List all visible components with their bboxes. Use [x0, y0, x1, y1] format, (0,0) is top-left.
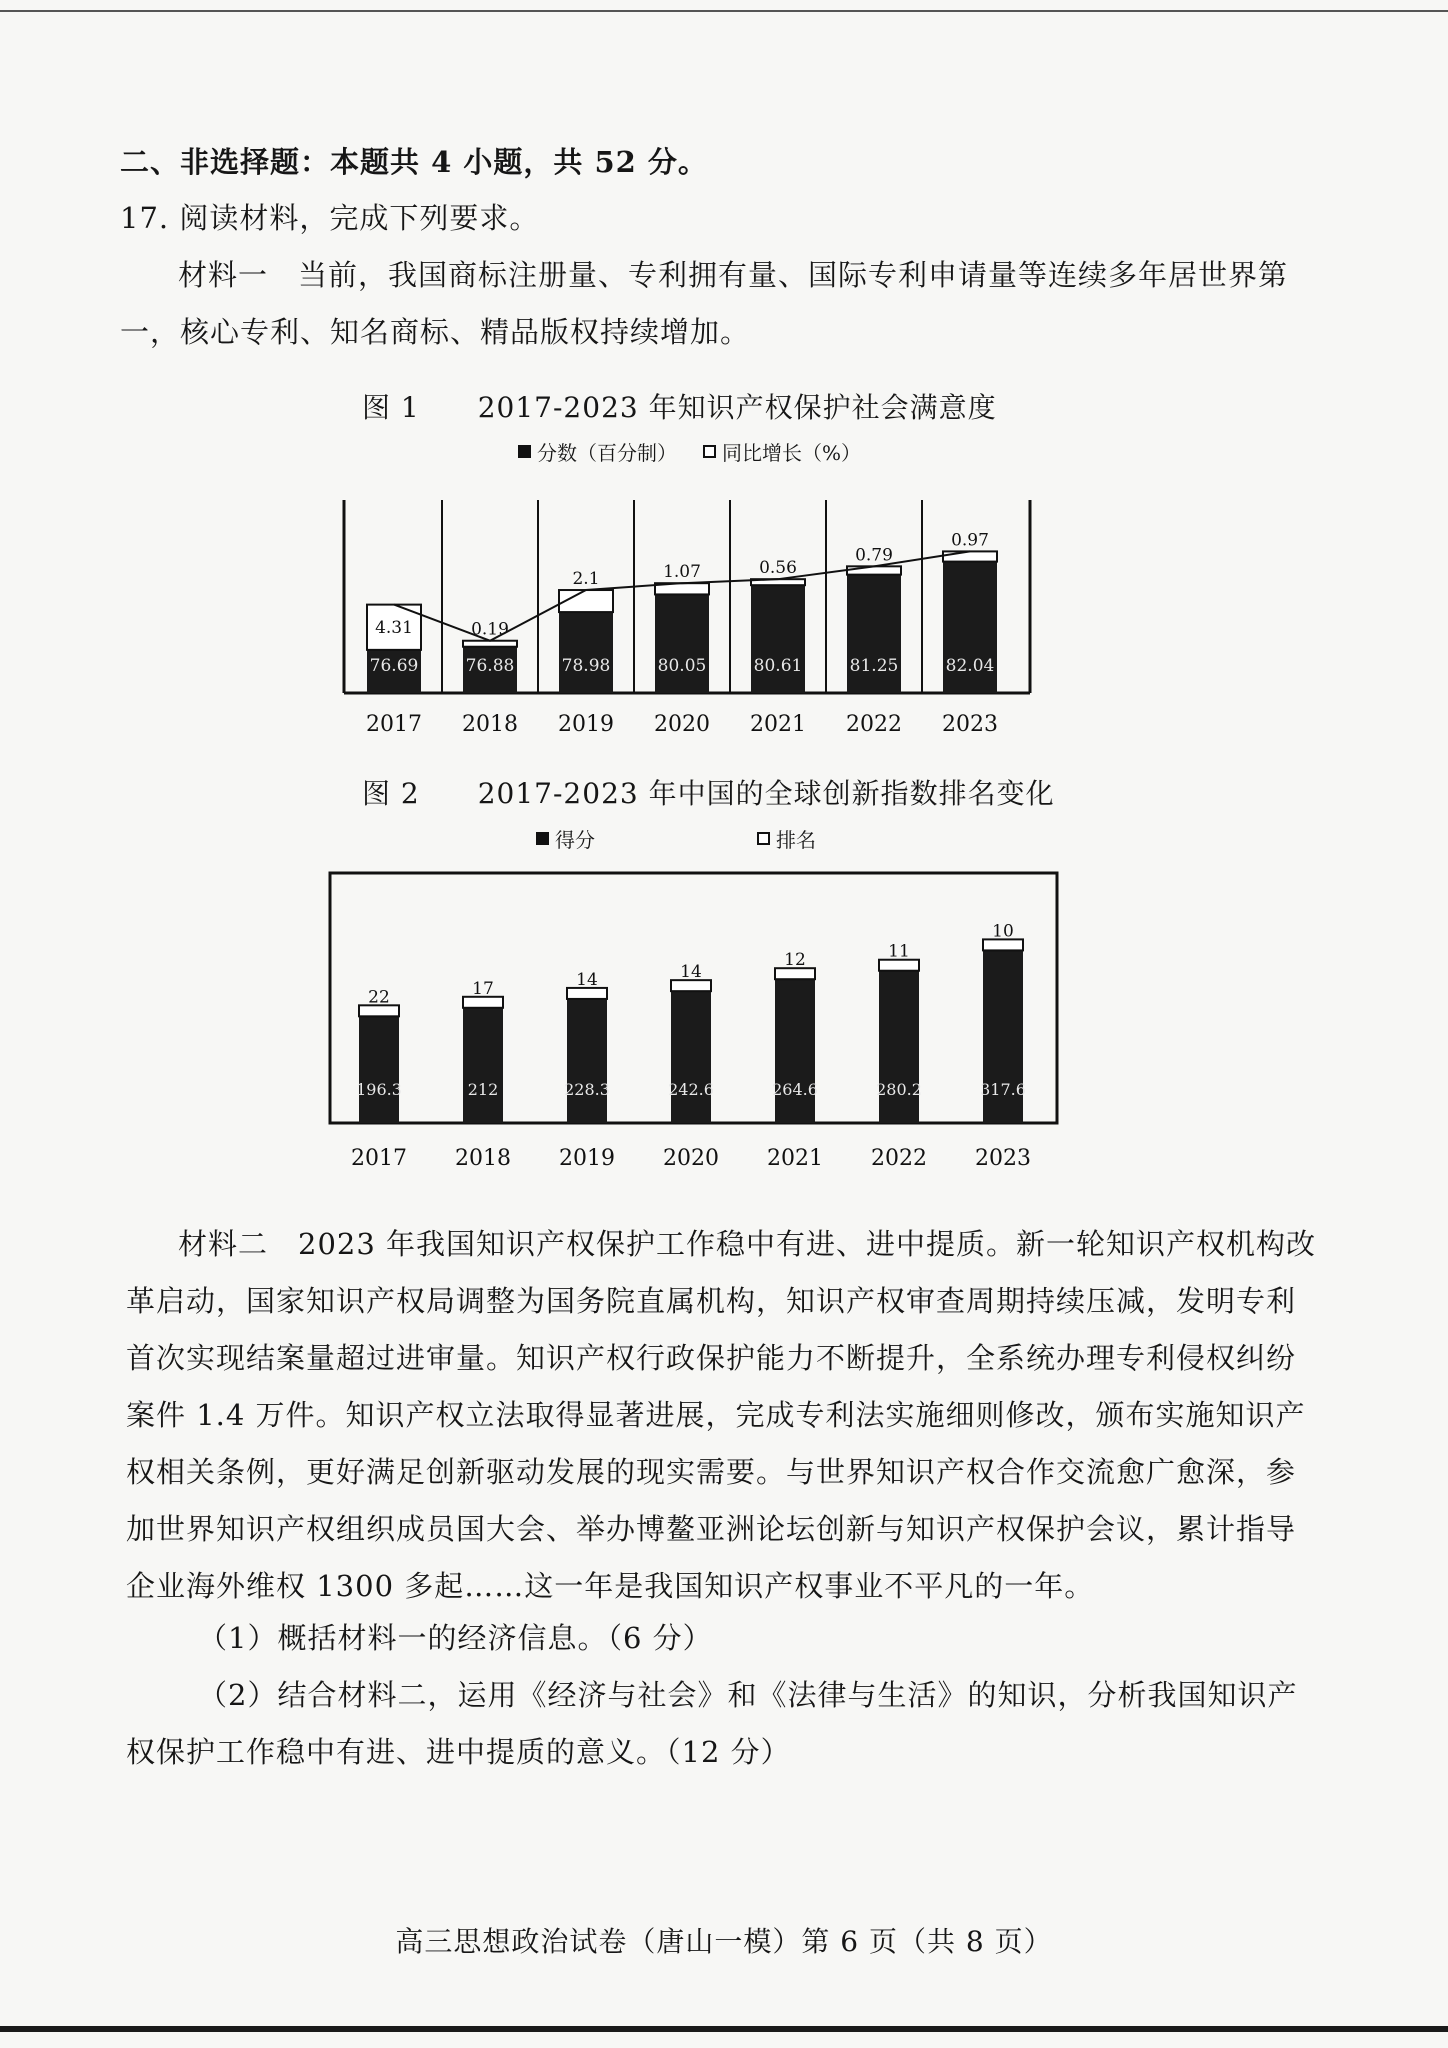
index-score-label: 317.6: [980, 1080, 1026, 1099]
growth-label: 0.56: [759, 558, 797, 579]
material2-line: 首次实现结案量超过进审量。知识产权行政保护能力不断提升，全系统办理专利侵权纠纷: [126, 1341, 1297, 1375]
x-tick-label: 2021: [767, 1146, 823, 1171]
page-footer: 高三思想政治试卷（唐山一模）第 6 页（共 8 页）: [395, 1925, 1053, 1958]
index-score-label: 264.6: [772, 1080, 818, 1099]
x-tick-label: 2018: [455, 1146, 511, 1171]
growth-label: 4.31: [375, 618, 413, 639]
x-tick-label: 2023: [942, 712, 998, 737]
figure2-title: 图 2 2017-2023 年中国的全球创新指数排名变化: [362, 777, 1055, 810]
bottom-rule: [0, 2026, 1448, 2032]
rank-label: 22: [368, 987, 390, 1008]
material1-line2: 一，核心专利、知名商标、精品版权持续增加。: [120, 315, 751, 349]
index-score-label: 228.3: [564, 1080, 610, 1099]
legend-label-score2: 得分: [555, 828, 595, 852]
material2-line: 革启动，国家知识产权局调整为国务院直属机构，知识产权审查周期持续压减，发明专利: [126, 1284, 1297, 1318]
rank-label: 14: [680, 962, 702, 983]
rank-label: 17: [472, 978, 494, 999]
index-score-bar: [879, 971, 919, 1123]
legend-swatch-score2: [536, 832, 549, 845]
legend-swatch-score: [518, 445, 531, 458]
score-bar: [559, 612, 613, 693]
score-label: 76.69: [369, 656, 419, 676]
figure2-chart: [320, 870, 1070, 1180]
figure1-chart: [330, 490, 1050, 740]
material1-line1: 材料一 当前，我国商标注册量、专利拥有量、国际专利申请量等连续多年居世界第: [178, 258, 1289, 292]
material2-line: 权相关条例，更好满足创新驱动发展的现实需要。与世界知识产权合作交流愈广愈深，参: [126, 1455, 1297, 1489]
figure1-title: 图 1 2017-2023 年知识产权保护社会满意度: [362, 391, 997, 424]
x-tick-label: 2017: [351, 1146, 407, 1171]
growth-bar: [847, 566, 901, 574]
score-label: 81.25: [849, 656, 899, 676]
score-label: 80.05: [657, 656, 707, 676]
x-tick-label: 2022: [846, 712, 902, 737]
index-score-bar: [463, 1008, 503, 1123]
question-2-line2: 权保护工作稳中有进、进中提质的意义。（12 分）: [126, 1735, 791, 1769]
legend-label-score: 分数（百分制）: [537, 441, 677, 465]
x-tick-label: 2018: [462, 712, 518, 737]
x-tick-label: 2017: [366, 712, 422, 737]
index-score-label: 212: [467, 1080, 499, 1099]
rank-label: 10: [992, 921, 1014, 942]
legend-swatch-growth: [703, 445, 716, 458]
growth-label: 0.79: [855, 545, 893, 566]
question-17: 17. 阅读材料，完成下列要求。: [120, 201, 540, 235]
index-score-bar: [359, 1016, 399, 1123]
legend-label-rank: 排名: [776, 828, 816, 852]
legend-swatch-rank: [757, 832, 770, 845]
growth-label: 0.19: [471, 619, 509, 640]
rank-label: 11: [888, 941, 910, 962]
growth-label: 0.97: [951, 530, 989, 551]
rank-label: 14: [576, 969, 598, 990]
score-label: 78.98: [561, 656, 611, 676]
section-heading: 二、非选择题：本题共 4 小题，共 52 分。: [120, 145, 708, 179]
index-score-bar: [671, 991, 711, 1123]
question-2-line1: （2）结合材料二，运用《经济与社会》和《法律与生活》的知识，分析我国知识产: [198, 1678, 1298, 1712]
material2-line: 加世界知识产权组织成员国大会、举办博鳌亚洲论坛创新与知识产权保护会议，累计指导: [126, 1512, 1297, 1546]
legend-label-growth: 同比增长（%）: [722, 441, 862, 465]
rank-label: 12: [784, 950, 806, 971]
growth-label: 1.07: [663, 562, 701, 583]
figure2-legend: [536, 824, 816, 853]
question-1: （1）概括材料一的经济信息。（6 分）: [198, 1621, 713, 1655]
score-label: 82.04: [945, 656, 995, 676]
index-score-label: 242.6: [668, 1080, 714, 1099]
score-bar: [751, 585, 805, 693]
x-tick-label: 2022: [871, 1146, 927, 1171]
top-rule: [0, 10, 1448, 12]
growth-label: 2.1: [572, 569, 600, 590]
x-tick-label: 2020: [663, 1146, 719, 1171]
index-score-bar: [567, 999, 607, 1123]
score-bar: [655, 594, 709, 693]
index-score-bar: [775, 979, 815, 1123]
x-tick-label: 2019: [558, 712, 614, 737]
x-tick-label: 2019: [559, 1146, 615, 1171]
x-tick-label: 2020: [654, 712, 710, 737]
x-tick-label: 2021: [750, 712, 806, 737]
score-label: 76.88: [465, 656, 515, 676]
material2-line: 案件 1.4 万件。知识产权立法取得显著进展，完成专利法实施细则修改，颁布实施知识产: [126, 1398, 1306, 1432]
figure1-legend: [518, 437, 861, 466]
index-score-label: 196.3: [356, 1080, 402, 1099]
x-tick-label: 2023: [975, 1146, 1031, 1171]
material2-line: 材料二 2023 年我国知识产权保护工作稳中有进、进中提质。新一轮知识产权机构改: [178, 1227, 1317, 1261]
score-label: 80.61: [753, 656, 803, 676]
material2-line: 企业海外维权 1300 多起……这一年是我国知识产权事业不平凡的一年。: [126, 1569, 1095, 1603]
index-score-label: 280.2: [876, 1080, 922, 1099]
growth-bar: [943, 551, 997, 561]
